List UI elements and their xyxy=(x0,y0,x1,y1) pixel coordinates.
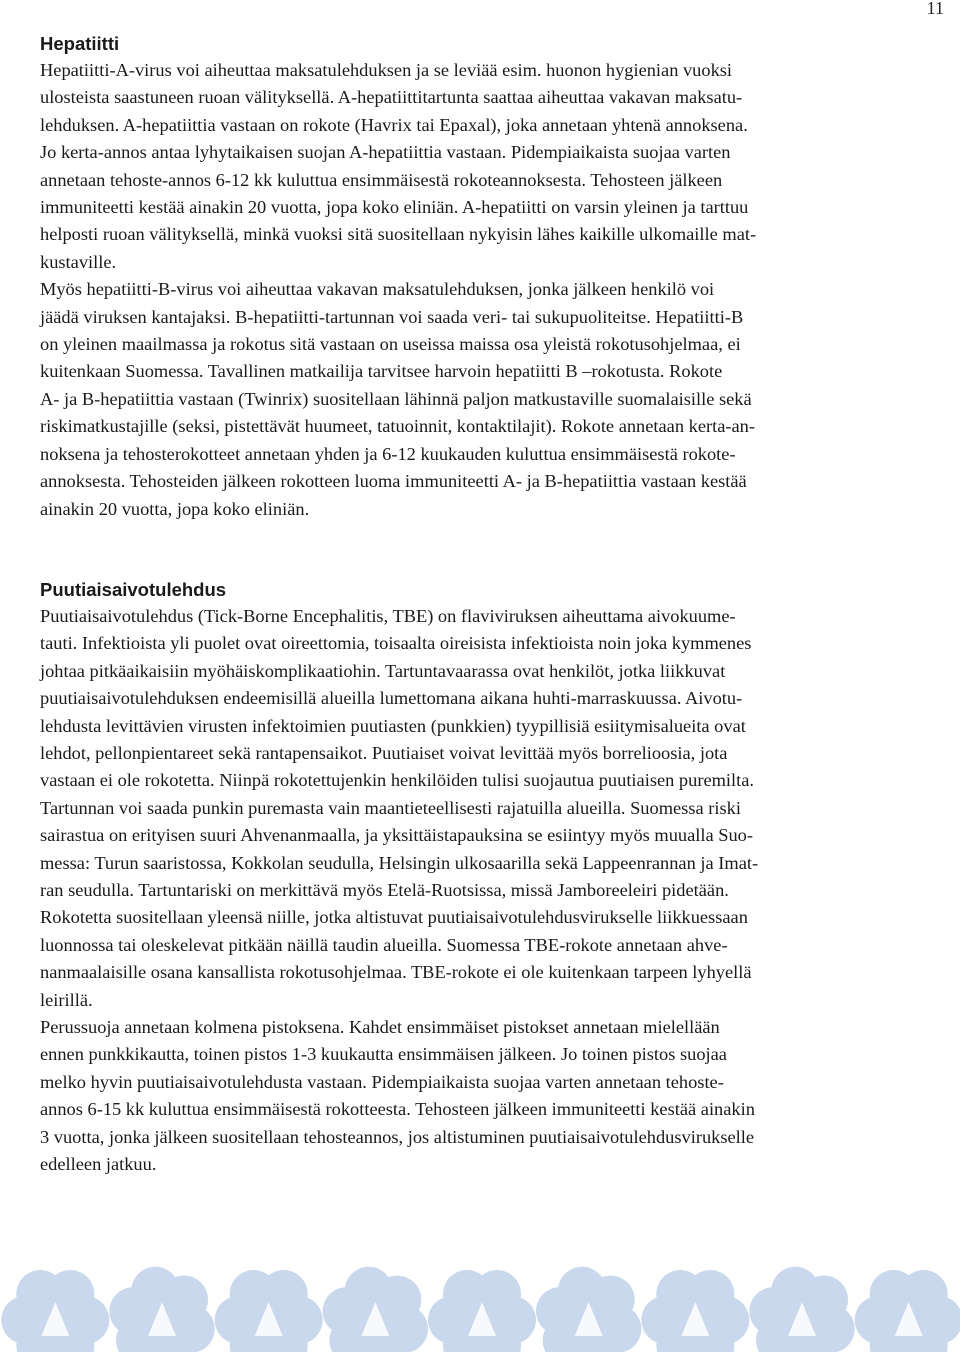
text-line: leirillä. xyxy=(40,989,93,1010)
flower-dove-icon xyxy=(428,1270,536,1352)
text-line: annoksesta. Tehosteiden jälkeen rokotteen luoma immuniteetti A- ja B-hepatiittia vastaan kestää xyxy=(40,471,747,492)
text-line: on yleinen maailmassa ja rokotus sitä vastaan on useissa maissa osa yleistä rokotusohjelmaa, ei xyxy=(40,334,741,355)
paragraph xyxy=(40,1014,910,1178)
text-line: Hepatiitti-A-virus voi aiheuttaa maksatulehduksen ja se leviää esim. huonon hygienian vuoksi xyxy=(40,60,733,80)
text-line: noksena ja tehosterokotteet annetaan yhden ja 6-12 kuukauden kuluttua ensimmäisestä rokote- xyxy=(40,443,736,464)
text-line: Perussuoja annetaan kolmena pistoksena. Kahdet ensimmäiset pistokset annetaan mielellään xyxy=(40,1017,720,1037)
text-line: riskimatkustajille (seksi, pistettävät huumeet, tatuoinnit, kontaktilajit). Rokote annetaan kerta-an- xyxy=(40,416,755,437)
section-heading: Hepatiitti xyxy=(40,33,120,54)
text-line: luonnossa tai oleskelevat pitkään näillä taudin alueilla. Suomessa TBE-rokote annetaan ahve- xyxy=(40,934,728,955)
paragraph xyxy=(40,276,910,523)
text-line: puutiaisaivotulehduksen endeemisillä alueilla lumettomana aikana huhti-marraskuussa. Aivotu- xyxy=(40,688,743,709)
text-line: Jo kerta-annos antaa lyhytaikaisen suojan A-hepatiittia vastaan. Pidempiaikaista suojaa varten xyxy=(40,142,731,163)
text-line: ainakin 20 vuotta, jopa koko eliniän. xyxy=(40,498,310,519)
text-line: johtaa pitkäaikaisiin myöhäiskomplikaatiohin. Tartuntavaarassa ovat henkilöt, jotka liikkuvat xyxy=(40,660,726,681)
paragraph xyxy=(40,57,910,276)
text-line: helposti ruoan välityksellä, minkä vuoksi sitä suositellaan nykyisin lähes kaikille ulkomaille mat- xyxy=(40,224,757,245)
paragraph xyxy=(40,603,910,1014)
text-line: tauti. Infektioista yli puolet ovat oireettomia, toisaalta oireisista infektioista noin joka kymmenes xyxy=(40,633,752,654)
text-line: ran seudulla. Tartuntariski on merkittävä myös Etelä-Ruotsissa, missä Jamboreeleiri pidetään. xyxy=(40,879,729,900)
text-line: ulosteista saastuneen ruoan välityksellä. A-hepatiittitartunta saattaa aiheuttaa vakavan maksatu- xyxy=(40,87,743,108)
text-line: lehdot, pellonpientareet sekä rantapensaikot. Puutiaiset voivat levittää myös borrelioosia, jota xyxy=(40,742,728,763)
flower-star-icon xyxy=(323,1267,428,1352)
page-number: 11 xyxy=(926,0,944,18)
section-0 xyxy=(40,30,910,523)
text-line: annos 6-15 kk kuluttua ensimmäisestä rokotteesta. Tehosteen jälkeen immuniteetti kestää ainakin xyxy=(40,1099,755,1120)
text-line: immuniteetti kestää ainakin 20 vuotta, jopa koko eliniän. A-hepatiitti on varsin yleinen ja tarttuu xyxy=(40,197,749,218)
text-line: nanmaalaisille osana kansallista rokotusohjelmaa. TBE-rokote ei ole kuitenkaan tarpeen lyhyellä xyxy=(40,962,752,983)
document-body xyxy=(40,30,910,1178)
flower-torch-icon xyxy=(855,1270,960,1352)
text-line: jäädä viruksen kantajaksi. B-hepatiitti-tartunnan voi saada veri- tai sukupuoliteitse. Hepatiitti-B xyxy=(40,306,744,327)
flower-trees-icon xyxy=(109,1267,214,1352)
flower-world-icon xyxy=(641,1270,749,1352)
text-line: kuitenkaan Suomessa. Tavallinen matkailija tarvitsee harvoin hepatiitti B –rokotusta. Rokote xyxy=(40,361,723,382)
text-line: messa: Turun saaristossa, Kokkolan seudulla, Helsingin ulkosaarilla sekä Lappeenrannan ja Imat- xyxy=(40,852,759,873)
text-line: ennen punkkikautta, toinen pistos 1-3 kuukautta ensimmäisen jälkeen. Jo toinen pistos suojaa xyxy=(40,1044,727,1065)
flower-tent-small-icon xyxy=(749,1267,854,1352)
flower-hands-icon xyxy=(215,1270,323,1352)
section-1 xyxy=(40,576,910,1179)
text-line: lehdusta levittävien virusten infektoimien puutiasten (punkkien) tyypillisiä esiitymisalueita ovat xyxy=(40,715,746,736)
footer-flowers xyxy=(0,1242,960,1352)
footer-decoration xyxy=(0,1242,960,1352)
text-line: lehduksen. A-hepatiittia vastaan on rokote (Havrix tai Epaxal), joka annetaan yhtenä annoksena. xyxy=(40,114,748,135)
text-line: Tartunnan voi saada punkin puremasta vain maantieteellisesti rajatuilla alueilla. Suomessa riski xyxy=(40,797,741,818)
section-heading: Puutiaisaivotulehdus xyxy=(40,578,227,600)
text-line: edelleen jatkuu. xyxy=(40,1154,157,1175)
text-line: vastaan ei ole rokotetta. Niinpä rokotettujenkin henkilöiden tulisi suojautua puutiaisen puremilta. xyxy=(40,770,755,791)
text-line: Rokotetta suositellaan yleensä niille, jotka altistuvat puutiaisaivotulehdusvirukselle liikkuessaan xyxy=(40,907,748,928)
text-line: A- ja B-hepatiittia vastaan (Twinrix) suositellaan lähinnä paljon matkustaville suomalaisille sekä xyxy=(40,388,752,409)
flower-music-icon xyxy=(536,1267,641,1352)
text-line: sairastua on erityisen suuri Ahvenanmaalla, ja yksittäistapauksina se esiintyy myös muualla Suo- xyxy=(40,825,754,846)
text-line: melko hyvin puutiaisaivotulehdusta vastaan. Pidempiaikaista suojaa varten annetaan tehoste- xyxy=(40,1071,724,1092)
text-line: Myös hepatiitti-B-virus voi aiheuttaa vakavan maksatulehduksen, jonka jälkeen henkilö voi xyxy=(40,279,715,300)
text-line: 3 vuotta, jonka jälkeen suositellaan tehosteannos, jos altistuminen puutiaisaivotulehdusvirukselle xyxy=(40,1126,755,1147)
text-line: Puutiaisaivotulehdus (Tick-Borne Encephalitis, TBE) on flaviviruksen aiheuttama aivokuume- xyxy=(40,605,736,626)
text-line: annetaan tehoste-annos 6-12 kk kuluttua ensimmäisestä rokoteannoksesta. Tehosteen jälkeen xyxy=(40,169,723,190)
flower-tent-icon xyxy=(1,1270,109,1352)
text-line: kustaville. xyxy=(40,251,117,272)
